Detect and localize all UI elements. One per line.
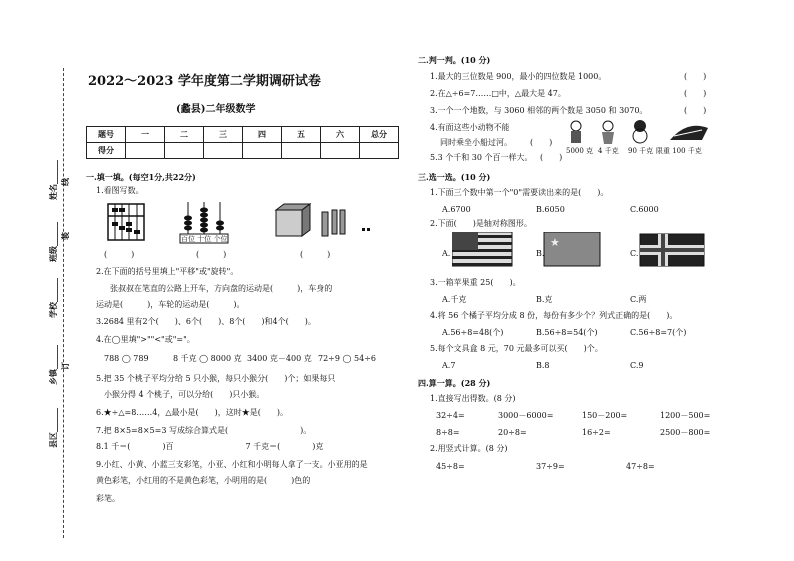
flag-china-icon xyxy=(544,232,600,266)
q1-abacus-label: 百位 十位 个位 xyxy=(181,235,228,243)
binding-school-label: 学校______ xyxy=(48,278,58,318)
judge-item-2: 2.在△÷6=7……□中，△最大是 47。 xyxy=(430,89,566,98)
score-cell[interactable] xyxy=(204,143,243,159)
section3-heading: 三.选一选。(10 分) xyxy=(418,172,491,182)
choice-q3-opt-c[interactable]: C.两 xyxy=(630,295,647,304)
q4-item-4: 72÷9 ◯ 54÷6 xyxy=(318,354,376,363)
animal-3-icon xyxy=(633,120,647,143)
score-header: 五 xyxy=(282,127,321,143)
score-cell[interactable] xyxy=(360,143,399,159)
q4-text: 4.在◯里填">""<"或"="。 xyxy=(96,335,195,344)
q1-blank-2[interactable]: ( ) xyxy=(196,250,227,259)
binding-class-label: 班级______ xyxy=(48,222,58,262)
choice-q5-opt-c[interactable]: C.9 xyxy=(630,361,644,370)
weight-2: 4 千克 xyxy=(598,147,619,155)
choice-q4-opt-c[interactable]: C.56÷8=7(个) xyxy=(630,328,687,337)
score-row-label: 得分 xyxy=(87,143,126,159)
score-table-header-row xyxy=(87,127,399,143)
choice-q5: 5.每个文具盒 8 元，70 元最多可以买( )个。 xyxy=(430,344,603,353)
calc-r3-2: 37÷9= xyxy=(536,462,565,471)
calc-r3-3: 47÷8= xyxy=(626,462,655,471)
q2-text: 2.在下面的括号里填上"平移"或"旋转"。 xyxy=(96,267,239,276)
score-header: 六 xyxy=(321,127,360,143)
score-header: 三 xyxy=(204,127,243,143)
calc-r1-2: 3000－6000= xyxy=(498,411,554,420)
score-header: 题号 xyxy=(87,127,126,143)
page-subtitle: (蠡县)二年级数学 xyxy=(176,104,256,115)
weight-4: 限重 100 千克 xyxy=(656,147,702,155)
section2-heading: 二.判一判。(10 分) xyxy=(418,55,491,65)
choice-q2-opt-a[interactable]: A. xyxy=(442,249,451,258)
choice-q1-opt-b[interactable]: B.6050 xyxy=(536,205,565,214)
calc-r2-2: 20÷8= xyxy=(498,428,527,437)
calc-r2-3: 16÷2= xyxy=(582,428,611,437)
calc-r1-1: 32÷4= xyxy=(436,411,465,420)
judge-paren-4[interactable]: ( ) xyxy=(530,138,553,147)
calc-sub1: 1.直接写出得数。(8 分) xyxy=(430,394,516,403)
weight-3: 90 千克 xyxy=(628,147,654,155)
score-cell[interactable] xyxy=(126,143,165,159)
cube-blocks-icon xyxy=(276,204,370,236)
abacus-1-icon xyxy=(108,204,144,240)
calc-r2-4: 2500－800= xyxy=(660,428,711,437)
choice-q4-opt-a[interactable]: A.56÷8=48(个) xyxy=(442,328,504,337)
choice-q3-opt-a[interactable]: A.千克 xyxy=(442,295,467,304)
judge-paren-5[interactable]: ( ) xyxy=(540,153,563,162)
q1-blank-3[interactable]: ( ) xyxy=(300,250,331,259)
section4-heading: 四.算一算。(28 分) xyxy=(418,378,491,388)
q9-line2: 黄色彩笔，小红用的不是黄色彩笔，小明用的是( )色的 xyxy=(96,476,311,485)
page-title: 2022～2023 学年度第二学期调研试卷 xyxy=(88,74,321,89)
q2-line2: 运动是( )，车轮的运动是( )。 xyxy=(96,300,245,309)
q6-text: 6.★÷△=8……4，△最小是( )，这时★是( )。 xyxy=(96,408,289,417)
score-header: 四 xyxy=(243,127,282,143)
binding-district-label: 县区______ xyxy=(48,408,58,448)
judge-animals xyxy=(562,118,712,148)
choice-q2: 2.下面( )是轴对称图形。 xyxy=(430,219,532,228)
binding-town-label: 乡镇______ xyxy=(48,345,58,385)
q8-text: 8.1 千＝( )百 7 千克＝( )克 xyxy=(96,442,324,451)
choice-q1-opt-a[interactable]: A.6700 xyxy=(442,205,471,214)
calc-r1-4: 1200－500= xyxy=(660,411,711,420)
calc-r3-1: 45÷8= xyxy=(436,462,465,471)
q7-text: 7.把 8×5=8×5=3 写成综合算式是( )。 xyxy=(96,426,312,435)
q9-line3: 彩笔。 xyxy=(96,494,120,503)
flag-usa-icon xyxy=(452,232,512,266)
score-table-score-row xyxy=(87,143,399,159)
score-cell[interactable] xyxy=(321,143,360,159)
binding-mark-seal: 装 xyxy=(60,232,70,240)
judge-item-4a: 4.有面这些小动物不能 xyxy=(430,123,510,132)
score-header: 一 xyxy=(126,127,165,143)
score-cell[interactable] xyxy=(282,143,321,159)
score-table xyxy=(86,126,399,159)
choice-q1-opt-c[interactable]: C.6000 xyxy=(630,205,659,214)
q1-blank-1[interactable]: ( ) xyxy=(104,250,135,259)
flag-norway-icon xyxy=(640,234,704,266)
binding-dashed-line xyxy=(63,68,64,538)
animal-2-icon xyxy=(602,121,614,144)
judge-item-4b: 同时乘坐小船过河。 xyxy=(440,138,512,147)
q3-text: 3.2684 里有2个( )、6个( )、8个( )和4个( )。 xyxy=(96,317,316,326)
q2-line1: 张叔叔在笔直的公路上开车，方向盘的运动是( )，车身的 xyxy=(110,284,333,293)
q1-text: 1.看图写数。 xyxy=(96,186,144,195)
q9-line1: 9.小红、小黄、小蓝三支彩笔，小亚、小红和小明每人拿了一支。小亚用的是 xyxy=(96,460,368,469)
flags xyxy=(452,232,707,268)
judge-paren-2[interactable]: ( ) xyxy=(684,89,707,98)
calc-r1-3: 150－200= xyxy=(582,411,628,420)
q4-item-3: 3400 克－400 克 xyxy=(247,354,312,363)
judge-paren-1[interactable]: ( ) xyxy=(684,72,707,81)
score-header: 二 xyxy=(165,127,204,143)
weight-1: 5000 克 xyxy=(566,147,594,155)
judge-item-1: 1.最大的三位数是 900，最小的四位数是 1000。 xyxy=(430,72,607,81)
choice-q5-opt-a[interactable]: A.7 xyxy=(442,361,456,370)
judge-item-5: 5.3 个千和 30 个百一样大。 xyxy=(430,153,533,162)
q4-item-1: 788 ◯ 789 xyxy=(104,354,149,363)
binding-mark-line: 线 xyxy=(60,178,70,186)
choice-q4-opt-b[interactable]: B.56÷8=54(个) xyxy=(536,328,598,337)
score-header: 总分 xyxy=(360,127,399,143)
svg-text:★: ★ xyxy=(550,236,560,249)
calc-sub2: 2.用竖式计算。(8 分) xyxy=(430,444,508,453)
q5-line2: 小猴分得 4 个桃子，可以分给( )只小猴。 xyxy=(104,390,265,399)
binding-mark-order: 订 xyxy=(60,362,70,370)
q1-figures xyxy=(100,198,390,246)
animal-1-icon xyxy=(571,121,581,143)
choice-q3: 3.一箱苹果重 25( )。 xyxy=(430,278,521,287)
judge-item-3: 3.一个一个地数，与 3060 相邻的两个数是 3050 和 3070。 xyxy=(430,106,648,115)
choice-q3-opt-b[interactable]: B.克 xyxy=(536,295,553,304)
choice-q5-opt-b[interactable]: B.8 xyxy=(536,361,550,370)
q5-line1: 5.把 35 个桃子平均分给 5 只小猴，每只小猴分( )个；如果每只 xyxy=(96,374,336,383)
q4-item-2: 8 千克 ◯ 8000 克 xyxy=(173,354,242,363)
choice-q1: 1.下面三个数中第一个"0"需要读出来的是( )。 xyxy=(430,188,609,197)
judge-paren-3[interactable]: ( ) xyxy=(684,106,707,115)
score-cell[interactable] xyxy=(243,143,282,159)
calc-r2-1: 8÷8= xyxy=(436,428,460,437)
binding-name-label: 姓名______ xyxy=(48,160,58,200)
choice-q2-opt-c[interactable]: C. xyxy=(630,249,639,258)
choice-q2-opt-b[interactable]: B. xyxy=(536,249,545,258)
section1-heading: 一.填一填。(每空1分,共22分) xyxy=(86,172,196,182)
boat-icon xyxy=(670,126,708,140)
score-cell[interactable] xyxy=(165,143,204,159)
choice-q4: 4.将 56 个橘子平均分成 8 份，每份有多少个？列式正确的是( )。 xyxy=(430,311,678,320)
